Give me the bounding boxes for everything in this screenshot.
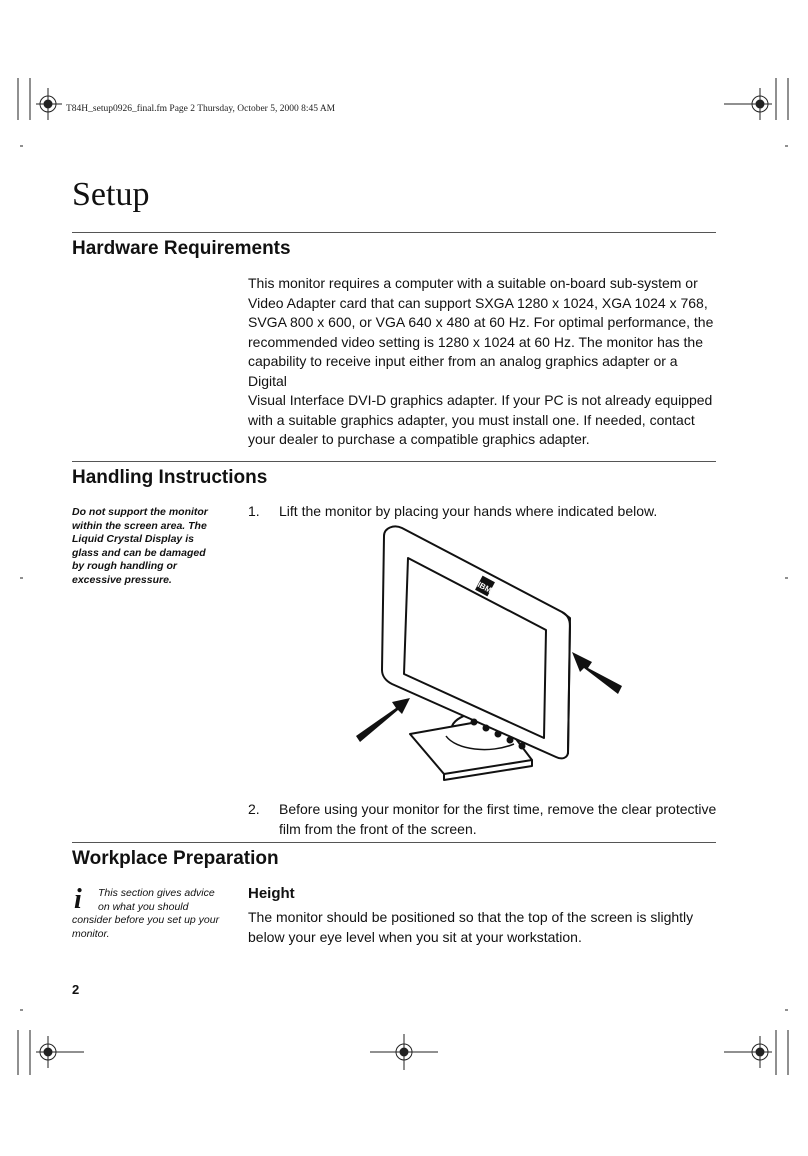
handling-heading: Handling Instructions <box>72 467 268 488</box>
warning-line: Liquid Crystal Display is <box>72 533 194 545</box>
text-line: The monitor should be positioned so that the top of the screen is slightly <box>248 909 694 925</box>
text-line: Lift the monitor by placing your hands where indicated below. <box>279 503 658 519</box>
text-line: Before using your monitor for the first time, remove the clear protective <box>279 801 717 817</box>
hardware-heading: Hardware Requirements <box>72 238 291 259</box>
left-hand-arrow <box>356 698 410 742</box>
text-line: Video Adapter card that can support SXGA 1280 x 1024, XGA 1024 x 768, <box>248 294 708 311</box>
section-rule <box>72 842 716 843</box>
monitor-illustration <box>340 522 640 792</box>
note-line: monitor. <box>72 927 110 940</box>
file-slug: T84H_setup0926_final.fm Page 2 Thursday, October 5, 2000 8:45 AM <box>66 104 336 114</box>
monitor-logo: IBM <box>476 580 494 595</box>
warning-line: excessive pressure. <box>72 573 172 586</box>
text-line: with a suitable graphics adapter, you must install one. If needed, contact <box>248 411 695 428</box>
height-subheading: Height <box>248 885 295 902</box>
step-number: 1. <box>248 503 260 519</box>
text-line: film from the front of the screen. <box>279 820 477 837</box>
right-hand-arrow <box>572 652 622 694</box>
hardware-paragraph <box>248 274 718 450</box>
step-text <box>279 800 719 839</box>
text-line: recommended video setting is 1280 x 1024 at 60 Hz. The monitor has the <box>248 333 704 350</box>
text-line: your dealer to purchase a compatible graphics adapter. <box>248 431 590 447</box>
warning-line: Do not support the monitor <box>72 506 208 518</box>
text-line: SVGA 800 x 600, or VGA 640 x 480 at 60 Hz. For optimal performance, the <box>248 314 714 330</box>
step-text <box>279 502 719 522</box>
note-line: consider before you set up your <box>72 914 220 926</box>
text-line: Visual Interface DVI-D graphics adapter. If your PC is not already equipped <box>248 392 713 408</box>
warning-line: within the screen area. The <box>72 519 207 532</box>
text-line: below your eye level when you sit at your workstation. <box>248 928 582 945</box>
note-line: This section gives advice <box>98 887 215 899</box>
handling-warning <box>72 506 242 587</box>
chapter-title: Setup <box>72 176 150 213</box>
info-note <box>72 884 242 941</box>
warning-line: by rough handling or <box>72 560 177 572</box>
section-rule <box>72 461 716 462</box>
warning-line: glass and can be damaged <box>72 546 206 559</box>
text-line: This monitor requires a computer with a suitable on-board sub-system or <box>248 275 698 291</box>
height-paragraph <box>248 908 718 947</box>
step-number: 2. <box>248 801 260 817</box>
section-rule <box>72 232 716 233</box>
page-number: 2 <box>72 982 80 997</box>
text-line: capability to receive input either from an analog graphics adapter or a Digital <box>248 353 678 389</box>
info-icon: i <box>74 884 82 915</box>
workplace-heading: Workplace Preparation <box>72 848 279 869</box>
note-line: on what you should <box>98 900 189 913</box>
